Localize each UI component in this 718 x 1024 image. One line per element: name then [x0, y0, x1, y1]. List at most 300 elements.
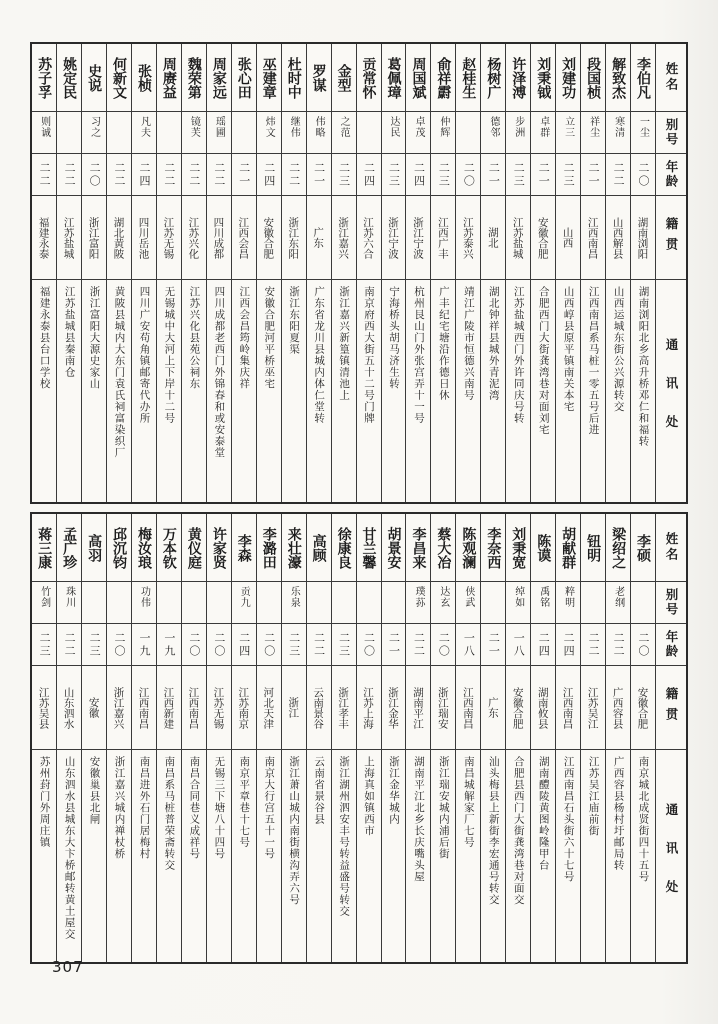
entry-age: 二三: [506, 154, 530, 196]
entry-age: 二〇: [431, 624, 455, 666]
entry-native-place: 江苏吴县: [32, 666, 56, 750]
entry-alias: 竹剑: [32, 582, 56, 624]
table-row: [580, 44, 605, 502]
entry-alias: [232, 112, 256, 154]
entry-alias: 德邻: [481, 112, 505, 154]
table-row: [356, 514, 381, 962]
entry-native-place: 浙江东阳: [282, 196, 306, 280]
entry-age: 二〇: [631, 624, 655, 666]
entry-alias: [382, 582, 406, 624]
entry-alias: 凡夫: [132, 112, 156, 154]
table-row: [530, 44, 555, 502]
table-row: [281, 44, 306, 502]
entry-address: 四川成都老西门外锦春和或安泰堂: [213, 286, 226, 459]
header-alias: 别号: [656, 112, 686, 154]
entry-age: 一九: [132, 624, 156, 666]
entry-native-place: 河北天津: [257, 666, 281, 750]
entry-name: 段国桢: [581, 44, 605, 112]
entry-native-place: 浙江宁波: [406, 196, 430, 280]
entry-name: 李潞田: [257, 514, 281, 582]
entry-address: 南昌系马桩普荣斋转交: [163, 756, 176, 871]
entry-address: 宁海桥头胡马济生转: [387, 286, 400, 390]
table-row: [530, 514, 555, 962]
entry-name: 徐康良: [332, 514, 356, 582]
entry-address: 浙江金华城内: [387, 756, 400, 825]
entry-name: 李奈西: [481, 514, 505, 582]
entry-name: 陈谟: [531, 514, 555, 582]
entry-address: 杭州艮山门外张宫弄十一号: [412, 286, 425, 424]
entry-alias: [332, 582, 356, 624]
entry-native-place: 江西广丰: [431, 196, 455, 280]
entry-age: 二二: [32, 154, 56, 196]
entry-name: 周国斌: [406, 44, 430, 112]
entry-native-place: 浙江孝丰: [332, 666, 356, 750]
table-row: [131, 44, 156, 502]
entry-address: 湖南平江北乡长庆嘴头屋: [412, 756, 425, 883]
entry-alias: 璞荪: [406, 582, 430, 624]
entry-name: 胡献群: [556, 514, 580, 582]
entry-alias: 卓群: [531, 112, 555, 154]
table-row: [580, 514, 605, 962]
entry-native-place: 湖北黄陂: [107, 196, 131, 280]
entry-address: 浙江瑞安城内浦后街: [437, 756, 450, 860]
entry-name: 陈观澜: [456, 514, 480, 582]
table-row: [56, 514, 81, 962]
entry-address: 湖南醴陵黄图岭隆甲台: [537, 756, 550, 871]
table-row: [356, 44, 381, 502]
entry-age: 二三: [431, 154, 455, 196]
entry-native-place: 广西容县: [606, 666, 630, 750]
entry-age: 二二: [282, 154, 306, 196]
entry-name: 周赓益: [157, 44, 181, 112]
entry-alias: 达民: [382, 112, 406, 154]
table-row: [81, 44, 106, 502]
entry-alias: 贡九: [232, 582, 256, 624]
table-row: [480, 514, 505, 962]
entry-age: 二三: [556, 154, 580, 196]
entry-age: 二二: [182, 154, 206, 196]
entry-address: 浙江富阳大源史家山: [88, 286, 101, 390]
entry-age: 二〇: [631, 154, 655, 196]
entry-alias: [357, 582, 381, 624]
entry-alias: [207, 582, 231, 624]
entry-age: 二一: [307, 154, 331, 196]
entry-age: 二一: [232, 154, 256, 196]
table-row: [256, 44, 281, 502]
entry-alias: 珠川: [57, 582, 81, 624]
entry-age: 二〇: [207, 624, 231, 666]
entry-alias: [107, 582, 131, 624]
entry-address: 南昌进外石门居梅村: [138, 756, 151, 860]
entry-address: 江苏兴化县苑公祠东: [188, 286, 201, 390]
entry-age: 二二: [57, 624, 81, 666]
entry-alias: 炜文: [257, 112, 281, 154]
table-row: [156, 514, 181, 962]
entry-address: 山西崞县原平镇南关本宅: [562, 286, 575, 413]
entry-name: 万本钦: [157, 514, 181, 582]
entry-age: 二三: [282, 624, 306, 666]
entry-alias: 乐泉: [282, 582, 306, 624]
entry-native-place: 四川岳池: [132, 196, 156, 280]
entry-address: 南京府西大街五十二号门牌: [363, 286, 376, 424]
entry-alias: [631, 582, 655, 624]
table-row: [381, 44, 406, 502]
entry-alias: [107, 112, 131, 154]
entry-alias: [456, 112, 480, 154]
entry-name: 葛佩璋: [382, 44, 406, 112]
entry-name: 孟广珍: [57, 514, 81, 582]
entry-name: 解致杰: [606, 44, 630, 112]
entry-native-place: 浙江嘉兴: [107, 666, 131, 750]
entry-address: 上海真如镇西市: [363, 756, 376, 837]
table-row: [206, 44, 231, 502]
header-native-place: 籍贯: [656, 666, 686, 750]
entry-native-place: 湖南平江: [406, 666, 430, 750]
entry-age: 二三: [332, 154, 356, 196]
entry-native-place: 安徽: [82, 666, 106, 750]
entry-address: 浙江湖州泗安丰号转益盛号转交: [338, 756, 351, 917]
entry-address: 南京城北成贤街四十五号: [637, 756, 650, 883]
entry-native-place: 安徽合肥: [257, 196, 281, 280]
entry-name: 姚定民: [57, 44, 81, 112]
entry-alias: 习之: [82, 112, 106, 154]
entry-alias: 步洲: [506, 112, 530, 154]
entry-native-place: 安徽合肥: [506, 666, 530, 750]
entry-name: 刘建功: [556, 44, 580, 112]
table-row: [231, 514, 256, 962]
entry-age: 二一: [531, 154, 555, 196]
entry-alias: 祥尘: [581, 112, 605, 154]
entry-alias: 禹铭: [531, 582, 555, 624]
entry-address: 江西会昌筠岭集庆祥: [238, 286, 251, 390]
entry-native-place: 江西南昌: [132, 666, 156, 750]
entry-address: 江西南昌石头街六十七号: [562, 756, 575, 883]
entry-alias: [357, 112, 381, 154]
entry-name: 高顾: [307, 514, 331, 582]
directory-table-top: [30, 42, 688, 504]
entry-address: 安徽合肥河平桥巫宅: [263, 286, 276, 390]
entry-native-place: 浙江宁波: [382, 196, 406, 280]
header-name: 姓名: [656, 44, 686, 112]
entry-native-place: 江苏六合: [357, 196, 381, 280]
entry-native-place: 广东: [307, 196, 331, 280]
table-row: [505, 514, 530, 962]
entry-alias: 卓茂: [406, 112, 430, 154]
entry-alias: 绰如: [506, 582, 530, 624]
entry-name: 蔡大冶: [431, 514, 455, 582]
entry-name: 何新文: [107, 44, 131, 112]
entry-age: 一九: [157, 624, 181, 666]
entry-age: 二四: [531, 624, 555, 666]
entry-native-place: 江西南昌: [581, 196, 605, 280]
entry-name: 罗谋: [307, 44, 331, 112]
table-row: [480, 44, 505, 502]
entry-name: 甘兰馨: [357, 514, 381, 582]
entry-address: 黄陂县城内大东门袁氏祠富染织厂: [113, 286, 126, 459]
entry-name: 黄仪庭: [182, 514, 206, 582]
entry-native-place: 浙江瑞安: [431, 666, 455, 750]
table-row: [106, 514, 131, 962]
entry-native-place: 江苏吴江: [581, 666, 605, 750]
entry-name: 张心田: [232, 44, 256, 112]
entry-address: 浙江萧山城内南街横沟弄六号: [288, 756, 301, 906]
entry-name: 胡景安: [382, 514, 406, 582]
table-row: [505, 44, 530, 502]
entry-age: 二二: [606, 154, 630, 196]
table-row: [256, 514, 281, 962]
entry-alias: 立三: [556, 112, 580, 154]
entry-alias: 之范: [332, 112, 356, 154]
header-alias: 别号: [656, 582, 686, 624]
directory-table-bottom: [30, 512, 688, 964]
entry-address: 江苏盐城西门外许同庆号转: [512, 286, 525, 424]
entry-name: 许家贤: [207, 514, 231, 582]
entry-age: 二四: [357, 154, 381, 196]
entry-native-place: 山西: [556, 196, 580, 280]
entry-name: 俞祥霨: [431, 44, 455, 112]
entry-alias: 达玄: [431, 582, 455, 624]
entry-address: 南京平章巷十七号: [238, 756, 251, 848]
entry-address: 南京大行宫五十一号: [263, 756, 276, 860]
entry-native-place: 安徽合肥: [631, 666, 655, 750]
entry-name: 史说: [82, 44, 106, 112]
entry-age: 一八: [456, 624, 480, 666]
entry-age: 二〇: [456, 154, 480, 196]
entry-native-place: 江苏兴化: [182, 196, 206, 280]
entry-native-place: 江苏无锡: [207, 666, 231, 750]
entry-address: 江苏盐城县秦南仓: [63, 286, 76, 378]
table-row: [206, 514, 231, 962]
entry-address: 江西南昌系马桩一零五号后进: [587, 286, 600, 436]
entry-native-place: 湖南浏阳: [631, 196, 655, 280]
header-age: 年龄: [656, 624, 686, 666]
table-row: [555, 44, 580, 502]
entry-address: 山东泗水县城东大卞桥邮转黄土屋交: [63, 756, 76, 940]
entry-address: 广西容县杨村圩邮局转: [612, 756, 625, 871]
entry-age: 二三: [382, 154, 406, 196]
table-row: [405, 44, 430, 502]
entry-address: 浙江嘉兴新篁镇清池上: [338, 286, 351, 401]
entry-alias: [157, 582, 181, 624]
entry-native-place: 福建永泰: [32, 196, 56, 280]
entry-age: 二〇: [107, 624, 131, 666]
entry-native-place: 江西新建: [157, 666, 181, 750]
table-row: [81, 514, 106, 962]
entry-age: 二二: [406, 624, 430, 666]
entry-alias: 仲辉: [431, 112, 455, 154]
entry-name: 李硕: [631, 514, 655, 582]
entry-address: 浙江嘉兴城内禅杖桥: [113, 756, 126, 860]
table-row: [555, 514, 580, 962]
entry-native-place: 浙江富阳: [82, 196, 106, 280]
entry-address: 合肥西门大街龚湾巷对面刘宅: [537, 286, 550, 436]
header-native-place: 籍贯: [656, 196, 686, 280]
entry-alias: 一尘: [631, 112, 655, 154]
entry-name: 钮明: [581, 514, 605, 582]
entry-name: 杜时中: [282, 44, 306, 112]
entry-name: 李伯凡: [631, 44, 655, 112]
entry-age: 二四: [406, 154, 430, 196]
entry-age: 二〇: [182, 624, 206, 666]
entry-alias: [307, 582, 331, 624]
entry-address: 山西运城东街公兴源转交: [612, 286, 625, 413]
table-row: [455, 514, 480, 962]
header-column: [655, 44, 686, 502]
header-address: 通讯处: [664, 803, 679, 919]
entry-native-place: 四川成都: [207, 196, 231, 280]
table-row: [306, 44, 331, 502]
entry-name: 李昌来: [406, 514, 430, 582]
entry-alias: [581, 582, 605, 624]
entry-age: 二〇: [257, 624, 281, 666]
entry-alias: [257, 582, 281, 624]
entry-native-place: 浙江金华: [382, 666, 406, 750]
entry-address: 苏州葑门外周庄镇: [38, 756, 51, 848]
entry-name: 苏子孚: [32, 44, 56, 112]
entry-name: 来壮濠: [282, 514, 306, 582]
entry-address: 福建永泰县台口学校: [38, 286, 51, 390]
page-number: 307: [52, 958, 84, 976]
entry-name: 魏荣第: [182, 44, 206, 112]
entry-age: 二一: [382, 624, 406, 666]
entry-age: 二〇: [82, 154, 106, 196]
entry-alias: 镜芙: [182, 112, 206, 154]
entry-name: 杨树广: [481, 44, 505, 112]
entry-name: 梅汝琅: [132, 514, 156, 582]
entry-alias: 则诚: [32, 112, 56, 154]
table-row: [281, 514, 306, 962]
entry-alias: [182, 582, 206, 624]
entry-address: 汕头梅县上新街李宏通号转交: [487, 756, 500, 906]
entry-alias: [481, 582, 505, 624]
entry-alias: 伟略: [307, 112, 331, 154]
table-row: [455, 44, 480, 502]
entry-native-place: 江苏泰兴: [456, 196, 480, 280]
entry-age: 二二: [57, 154, 81, 196]
entry-native-place: 江苏上海: [357, 666, 381, 750]
entry-address: 无锡三下塘八十四号: [213, 756, 226, 860]
entry-alias: 老纲: [606, 582, 630, 624]
entry-native-place: 山东泗水: [57, 666, 81, 750]
entry-name: 金型: [332, 44, 356, 112]
entry-age: 二一: [481, 154, 505, 196]
entry-alias: [157, 112, 181, 154]
entry-alias: [82, 582, 106, 624]
table-row: [156, 44, 181, 502]
entry-name: 蒋三康: [32, 514, 56, 582]
table-row: [381, 514, 406, 962]
entry-age: 二三: [82, 624, 106, 666]
entry-alias: 继伟: [282, 112, 306, 154]
entry-address: 合肥县西门大街龚湾巷对面交: [512, 756, 525, 906]
entry-name: 李森: [232, 514, 256, 582]
entry-age: 二四: [232, 624, 256, 666]
table-row: [430, 514, 455, 962]
entry-native-place: 江苏盐城: [57, 196, 81, 280]
entry-address: 浙江东阳夏渠: [288, 286, 301, 355]
entry-native-place: 浙江: [282, 666, 306, 750]
entry-address: 广丰纪宅塘沿作德日休: [437, 286, 450, 401]
entry-address: 云南省景谷县: [313, 756, 326, 825]
entry-alias: 寒清: [606, 112, 630, 154]
entry-age: 二二: [157, 154, 181, 196]
entry-name: 张桢: [132, 44, 156, 112]
header-address: 通讯处: [664, 338, 679, 454]
entry-alias: [57, 112, 81, 154]
entry-age: 二二: [581, 624, 605, 666]
entry-name: 许泽溥: [506, 44, 530, 112]
table-row: [630, 514, 655, 962]
entry-native-place: 江西南昌: [182, 666, 206, 750]
entry-alias: 功伟: [132, 582, 156, 624]
entry-native-place: 江西南昌: [456, 666, 480, 750]
table-row: [605, 44, 630, 502]
entry-native-place: 湖南攸县: [531, 666, 555, 750]
table-row: [331, 514, 356, 962]
entry-native-place: 江西会昌: [232, 196, 256, 280]
entry-age: 二〇: [357, 624, 381, 666]
header-age: 年龄: [656, 154, 686, 196]
entry-address: 湖南浏阳北乡高升桥邓仁和福转: [637, 286, 650, 447]
entry-native-place: 江苏无锡: [157, 196, 181, 280]
entry-name: 邱沉钧: [107, 514, 131, 582]
entry-name: 赵桂生: [456, 44, 480, 112]
entry-name: 刘秉宽: [506, 514, 530, 582]
entry-age: 二三: [332, 624, 356, 666]
entry-native-place: 云南景谷: [307, 666, 331, 750]
entry-alias: 瑶圃: [207, 112, 231, 154]
header-name: 姓名: [656, 514, 686, 582]
table-row: [430, 44, 455, 502]
table-row: [131, 514, 156, 962]
entry-age: 二三: [32, 624, 56, 666]
entry-alias: 粹明: [556, 582, 580, 624]
entry-age: 二四: [257, 154, 281, 196]
table-row: [306, 514, 331, 962]
table-row: [605, 514, 630, 962]
header-column: [655, 514, 686, 962]
entry-name: 梁绍之: [606, 514, 630, 582]
entry-name: 贡常怀: [357, 44, 381, 112]
entry-native-place: 安徽合肥: [531, 196, 555, 280]
entry-name: 刘秉钺: [531, 44, 555, 112]
entry-age: 二四: [556, 624, 580, 666]
entry-address: 四川广安苟角镇邮寄代办所: [138, 286, 151, 424]
entry-address: 江苏吴江庙前街: [587, 756, 600, 837]
entry-age: 二二: [307, 624, 331, 666]
table-row: [106, 44, 131, 502]
entry-native-place: 浙江嘉兴: [332, 196, 356, 280]
entry-age: 二二: [107, 154, 131, 196]
entry-native-place: 湖北: [481, 196, 505, 280]
entry-native-place: 山西解县: [606, 196, 630, 280]
entry-address: 安徽巢县北闸: [88, 756, 101, 825]
entry-address: 靖江广陵市恒德兴南号: [462, 286, 475, 401]
entry-name: 周家远: [207, 44, 231, 112]
entry-address: 湖北钟祥县城外青泥湾: [487, 286, 500, 401]
table-row: [181, 44, 206, 502]
entry-age: 一八: [506, 624, 530, 666]
entry-alias: 侠武: [456, 582, 480, 624]
entry-address: 无锡城中大河上下岸十二号: [163, 286, 176, 424]
entry-age: 二二: [606, 624, 630, 666]
entry-native-place: 江西南昌: [556, 666, 580, 750]
table-row: [56, 44, 81, 502]
entry-native-place: 江苏盐城: [506, 196, 530, 280]
entry-address: 广东省龙川县城内体仁堂转: [313, 286, 326, 424]
table-row: [331, 44, 356, 502]
entry-native-place: 江苏南京: [232, 666, 256, 750]
